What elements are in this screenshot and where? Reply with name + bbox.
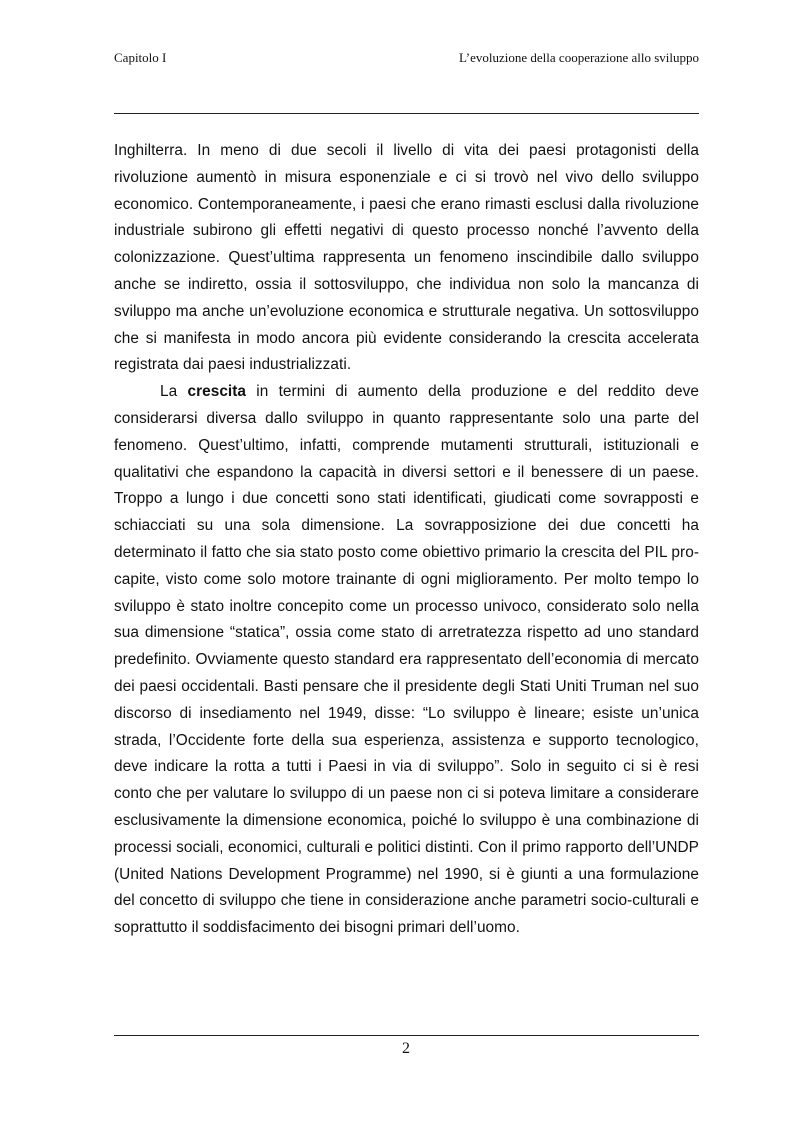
paragraph-1: Inghilterra. In meno di due secoli il livello di vita dei paesi protagonisti della rivoluzione aumentò in misura esponenziale e ci si trovò nel vivo dello sviluppo economico. Contemporaneamente, i paesi che erano rimasti esclusi dalla rivoluzione industriale subirono gli effetti negativi di questo processo nonché l’avvento della colonizzazione. Quest’ultima rappresenta un fenomeno inscindibile dallo sviluppo anche se indiretto, ossia il sottosviluppo, che individua non solo la mancanza di sviluppo ma anche un’evoluzione economica e strutturale negativa. Un sottosviluppo che si manifesta in modo ancora più evidente considerando la crescita accelerata registrata dai paesi industrializzati.	[114, 142, 699, 374]
page-number: 2	[402, 1040, 410, 1057]
body-text	[114, 138, 699, 942]
paragraph-2-rest: in termini di aumento della produzione e del reddito deve considerarsi diversa dallo sviluppo in quanto rappresentante solo una parte del fenomeno. Quest’ultimo, infatti, comprende mutamenti strutturali, istituzionali e qualitativi che espandono la capacità in diversi settori e il benessere di un paese. Troppo a lungo i due concetti sono stati identificati, giudicati come sovrapposti e schiacciati su una sola dimensione. La sovrapposizione dei due concetti ha determinato il fatto che sia stato posto come obiettivo primario la crescita del PIL pro-capite, visto come solo motore trainante di ogni miglioramento. Per molto tempo lo sviluppo è stato inoltre concepito come un processo univoco, considerato solo nella sua dimensione “statica”, ossia come stato di arretratezza rispetto ad uno standard predefinito. Ovviamente questo standard era rappresentato dell’economia di mercato dei paesi occidentali. Basti pensare che il presidente degli Stati Uniti Truman nel suo discorso di insediamento nel 1949, disse: “Lo sviluppo è lineare; esiste un’unica strada, l’Occidente forte della sua esperienza, assistenza e supporto tecnologico, deve indicare la rotta a tutti i Paesi in via di sviluppo”. Solo in seguito ci si è resi conto che per valutare lo sviluppo di un paese non ci si poteva limitare a considerare esclusivamente la dimensione economica, poiché lo sviluppo è una combinazione di processi sociali, economici, culturali e politici distinti. Con il primo rapporto dell’UNDP (United Nations Development Programme) nel 1990, si è giunti a una formulazione del concetto di sviluppo che tiene in considerazione anche parametri socio-culturali e soprattutto il soddisfacimento dei bisogni primari dell’uomo.	[114, 383, 699, 937]
header-title: L’evoluzione della cooperazione allo sviluppo	[459, 50, 699, 65]
header-rule	[114, 113, 699, 114]
paragraph-2	[114, 379, 699, 942]
header-chapter: Capitolo I	[114, 50, 167, 65]
paragraph-2-start: La	[160, 383, 188, 401]
bold-term-crescita: crescita	[187, 383, 247, 401]
footer-rule	[114, 1035, 699, 1036]
